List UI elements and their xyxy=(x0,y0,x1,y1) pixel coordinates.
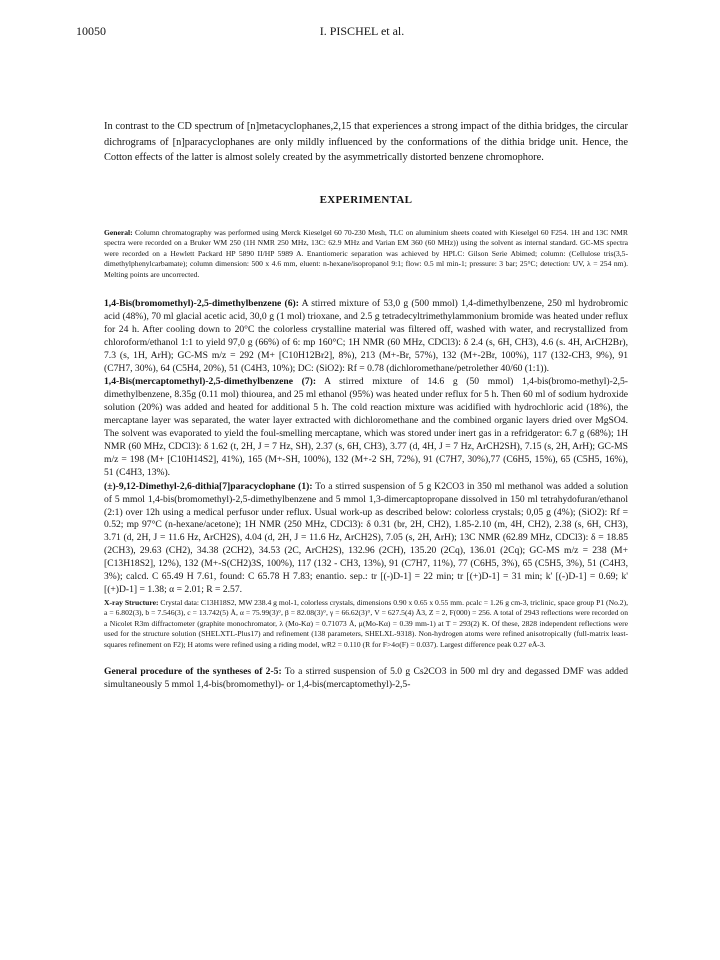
compound-1-text: To a stirred suspension of 5 g K2CO3 in 350 ml methanol was added a solution of 5 mmol 1,4-bis(bromomethyl)-2,5-dimethylbenzene and 5 mmol 1,3-dimercaptopropane dissolved in 150 ml tetrahydofuran/ethanol (2:1) over 12h using a medical perfusor under reflux. Usual work-up as described below: colorless crystals; 0,05 g (4%); (SiO2): Rf = 0.52; mp 97°C (n-hexane/acetone); 1H NMR (250 MHz, CDCl3): δ 0.31 (br, 2H, CH2), 1.85-2.10 (m, 4H, CH2), 2.38 (s, 6H, CH3), 3.71 (d, 2H, J = 11.6 Hz, ArCH2S), 4.04 (d, 2H, J = 11.6 Hz, ArCH2S), 7.05 (s, 2H, ArH); 13C NMR (62.89 MHz, CDCl3): δ = 18.85 (2CH3), 29.63 (CH2), 34.38 (2CH2), 34.53 (2C, ArCH2S), 132.96 (2CH), 135.20 (2Cq), 136.01 (2Cq); GC-MS m/z = 238 (M+ [C13H18S2], 12%), 132 (M+-S(CH2)3S, 100%), 117 (132 - CH3, 13%), 91 (C7H7, 11%), 77 (C6H5, 3%), 65 (C5H5, 3%), 51 (C4H3, 3%); calcd. C 65.49 H 7.61, found: C 65.78 H 7.83; enantio. sep.: tr [(-)D-1] = 22 min; tr [(+)D-1] = 31 min; k' [(-)D-1] = 0.69; k' [(+)D-1] = 1.38; α = 2.01; R = 2.57. xyxy=(104,480,628,595)
general-procedure-text: To a stirred suspension of 5.0 g Cs2CO3 in 500 ml dry and degassed DMF was added simultaneously 5 mmol 1,4-bis(bromomethyl)- or 1,4-bis(mercaptomethyl)-2,5- xyxy=(104,666,629,691)
intro-paragraph: In contrast to the CD spectrum of [n]metacyclophanes,2,15 that experiences a strong impact of the dithia bridges, the circular dichrograms of [n]paracyclophanes are only mildly influenced by the conformations of the dithia bridge unit. Hence, the Cotton effects of the latter is almost solely created by the asymmetrically distorted benzene chromophore. xyxy=(104,121,628,163)
running-head: I. PISCHEL et al. xyxy=(319,24,405,38)
compound-1-title: (±)-9,12-Dimethyl-2,6-dithia[7]paracyclophane (1): xyxy=(104,480,313,492)
xray-text: Crystal data: C13H18S2, MW 238.4 g mol-1, colorless crystals, dimensions 0.90 x 0.65 x 0.55 mm. ρcalc = 1.26 g cm-3, triclinic, space group P1 (No.2), a = 6.802(3), b = 7.546(3), c = 13.742(5) Å, α = 75.99(3)°, β = 82.08(3)°, γ = 66.62(3)°, V = 627.5(4) Å3, Z = 2, F(000) = 256. A total of 2943 reflections were recorded on a Nicolet R3m diffractometer (graphite monochromator, λ (Mo-Kα) = 0.71073 Å, μ(Mo-Kα) = 0.39 mm-1) at T = 293(2) K. Of these, 2828 independent reflections were used for the structure solution (SHELXTL-Plus17) and refinement (138 parameters, SHELXL-9318). Non-hydrogen atoms were refined anisotropically (full-matrix least-squares refinement on F2); H atoms were refined using a riding model, wR2 = 0.110 (R for F>4σ(F) = 0.037). Largest difference peak 0.27 eÅ-3. xyxy=(104,597,628,649)
page-content xyxy=(104,119,628,692)
xray-label: X-ray Structure: xyxy=(104,597,159,607)
general-text: Column chromatography was performed using Merck Kieselgel 60 70-230 Mesh, TLC on aluminium sheets coated with Kieselgel 60 F254. 1H and 13C NMR spectra were recorded on a Bruker WM 250 (1H NMR 250 MHz, 13C: 62.9 MHz and Varian EM 360 (60 MHz)) using the solvent as internal standard. GC-MS spectra were recorded on a Hewlett Packard HP 5890 II/HP 5989 A. Enantiomeric separation was achieved by HPLC: Gilson Serie Abimed; column: (Cellulose tris(3,5-dimethylphenylcarbamate); column dimension: 500 x 4.6 mm, eluent: n-hexane/isopropanol 9:1; flow: 0.5 ml min-1; pressure: 3 bar; 25°C; detection: UV, λ = 254 nm). Melting points are uncorrected. xyxy=(104,227,628,279)
compound-1-paragraph xyxy=(104,481,628,597)
compound-7-title: 1,4-Bis(mercaptomethyl)-2,5-dimethylbenzene (7): xyxy=(104,376,317,388)
general-label: General: xyxy=(104,227,133,237)
general-procedure-paragraph xyxy=(104,666,628,692)
compound-6-text: A stirred mixture of 53,0 g (500 mmol) 1,4-dimethylbenzene, 250 ml hydrobromic acid (48%), 70 ml glacial acetic acid, 30,0 g (1 mol) trioxane, and 2.5 g tetradecyltrimethylammonium bromide was heated under reflux for 24 h. After cooling down to 20°C the colorless crystalline material was filtered off, washed with water, and recrystallized from chloroform/ethanol 1:1 to yield 97,0 g (66%) of 6: mp 160°C; 1H NMR (60 MHz, CDCl3): δ 2.4 (s, 6H, CH3), 4.6 (s. 4H, ArCH2Br), 7.3 (s, 1H, ArH); GC-MS m/z = 292 (M+ [C10H12Br2], 8%), 213 (M+-Br, 57%), 132 (M+-2Br, 100%), 117 (132-CH3, 9%), 91 (C7H7, 30%), 64 (C5H4, 20%), 51 (C4H3, 10%); DC: (SiO2): Rf = 0.78 (dichloromethane/petrolether 40/60 (1:1)). xyxy=(104,298,628,374)
section-title-experimental: EXPERIMENTAL xyxy=(319,193,413,206)
compound-6-paragraph xyxy=(104,298,628,375)
compound-7-paragraph xyxy=(104,376,628,479)
general-procedure-title: General procedure of the syntheses of 2-5: xyxy=(104,666,282,678)
xray-structure-paragraph xyxy=(104,598,628,651)
compound-7-text: A stirred mixture of 14.6 g (50 mmol) 1,4-bis(bromo-methyl)-2,5-dimethylbenzene, 8.35g (0.11 mol) thiourea, and 25 ml ethanol (95%) was heated under reflux for 5 h. Then 60 ml of sodium hydroxide solution (20%) was added and heated for additional 5 h. The cold reaction mixture was acidified with hydrochloric acid (18%), the mercaptane layer was separated, the water layer extracted with dichloromethane and the combined organic layers dried over MgSO4. The solvent was evaporated to yield the foul-smelling mercaptane, which was stored under inert gas in a refridgerator: 6.7 g (68%); 1H NMR (60 MHz, CDCl3): δ 1.62 (t, 2H, J = 7 Hz, SH), 2.37 (s, 6H, CH3), 3.77 (d, 4H, J = 7 Hz, ArCH2SH), 7.15 (s, 2H, ArH); GC-MS m/z = 198 (M+ [C10H14S2], 41%), 165 (M+-SH, 100%), 132 (M+-2 SH, 72%), 91 (C7H7, 30%),77 (C6H5, 15%), 65 (C5H5, 16%), 51 (C4H3, 13%). xyxy=(104,376,629,478)
general-methods-paragraph xyxy=(104,228,628,281)
page-number: 10050 xyxy=(76,24,106,38)
compound-6-title: 1,4-Bis(bromomethyl)-2,5-dimethylbenzene (6): xyxy=(104,298,299,309)
page-header xyxy=(76,24,648,42)
